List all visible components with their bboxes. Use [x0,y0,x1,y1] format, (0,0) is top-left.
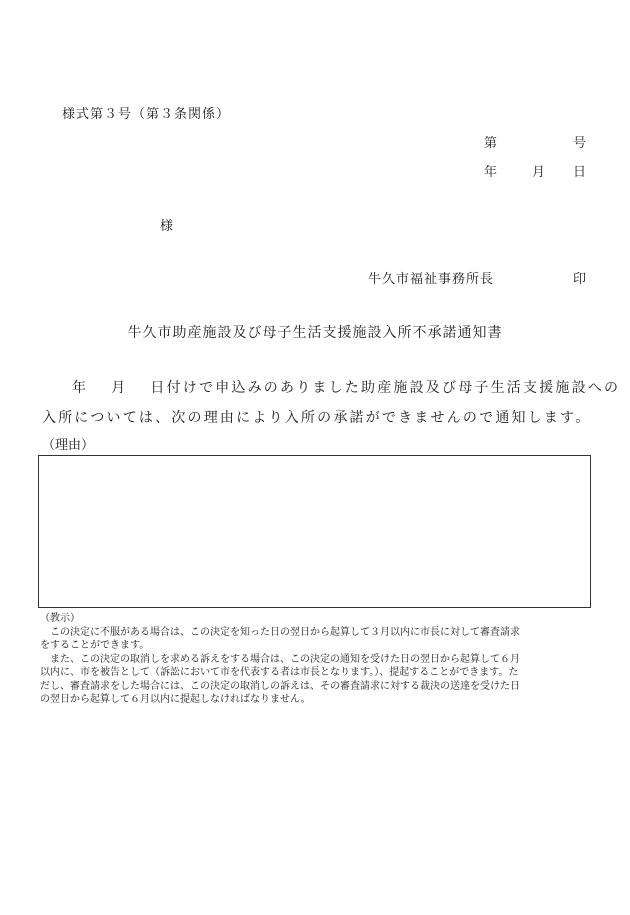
notes-line: の翌日から起算して６月以内に提起しなければなりません。 [40,694,311,705]
reason-box [38,455,591,608]
date-month: 月 [532,165,546,180]
body-year: 年 [72,380,89,396]
form-label: 様式第３号（第３条関係） [62,107,231,122]
notes-heading: （教示） [40,613,80,624]
addressee-suffix: 様 [160,219,174,234]
reason-label: （理由） [42,438,95,453]
body-line-1-rest: 日付けで申込みのありました助産施設及び母子生活支援施設への [150,380,621,396]
notes-line: をすることができます。 [40,640,150,651]
number-prefix: 第 [484,136,498,151]
body-month: 月 [111,380,128,396]
notes-line: 以内に、市を被告として（訴訟において市を代表する者は市長となります。）、提起することができます。た [40,667,519,678]
issuer-name: 牛久市福祉事務所長 [368,272,495,287]
date-day: 日 [572,165,586,180]
seal-mark: 印 [573,272,587,287]
document-title: 牛久市助産施設及び母子生活支援施設入所不承諾通知書 [127,325,503,341]
body-line-1 [72,377,620,397]
date-year: 年 [484,165,498,180]
number-suffix: 号 [572,136,586,151]
notes-line: この決定に不服がある場合は、この決定を知った日の翌日から起算して３月以内に市長に対して審査請求 [40,626,520,638]
instruction-notes [40,612,592,707]
body-line-2: 入所については、次の理由により入所の承諾ができませんので通知します。 [42,410,592,426]
notes-line: だし、審査請求をした場合には、この決定の取消しの訴えは、その審査請求に対する裁決の送達を受けた日 [40,680,520,692]
notes-line: また、この決定の取消しを求める訴えをする場合は、この決定の通知を受けた日の翌日から起算して６月 [40,653,520,665]
